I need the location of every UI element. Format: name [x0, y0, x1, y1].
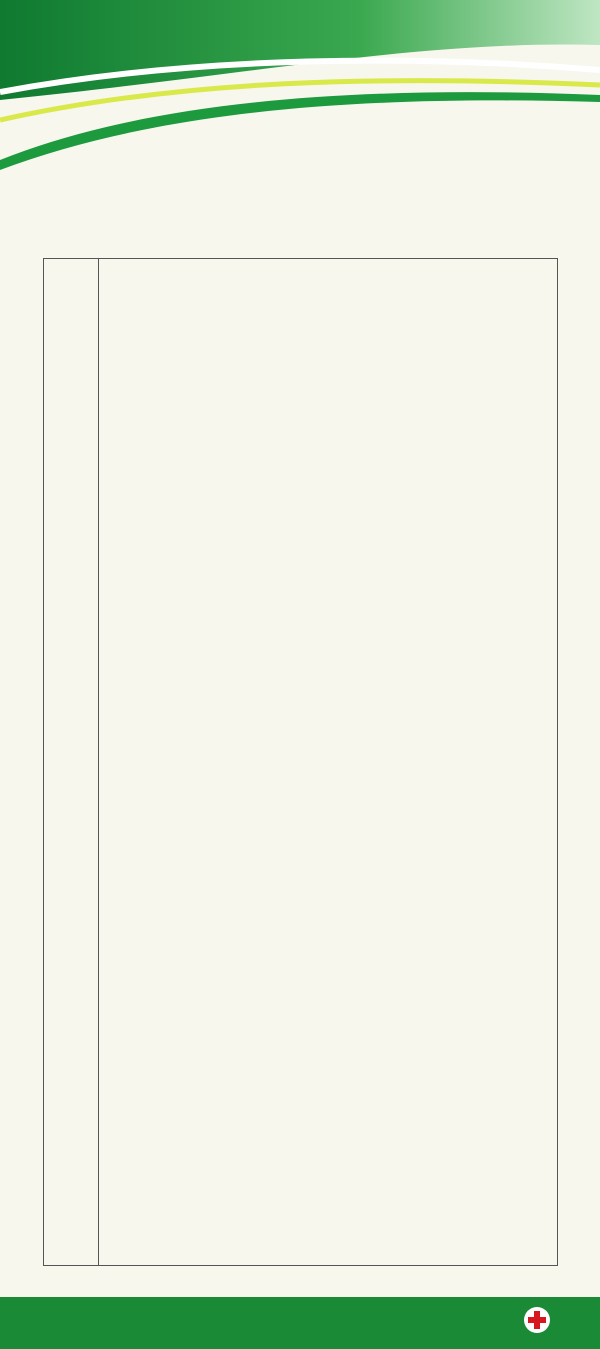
- red-cross-icon: [524, 1307, 550, 1333]
- floor-index-table: [43, 258, 558, 1266]
- footer-bar: [0, 1297, 600, 1349]
- hospital-logo: [524, 1307, 556, 1333]
- header-banner: [0, 0, 600, 170]
